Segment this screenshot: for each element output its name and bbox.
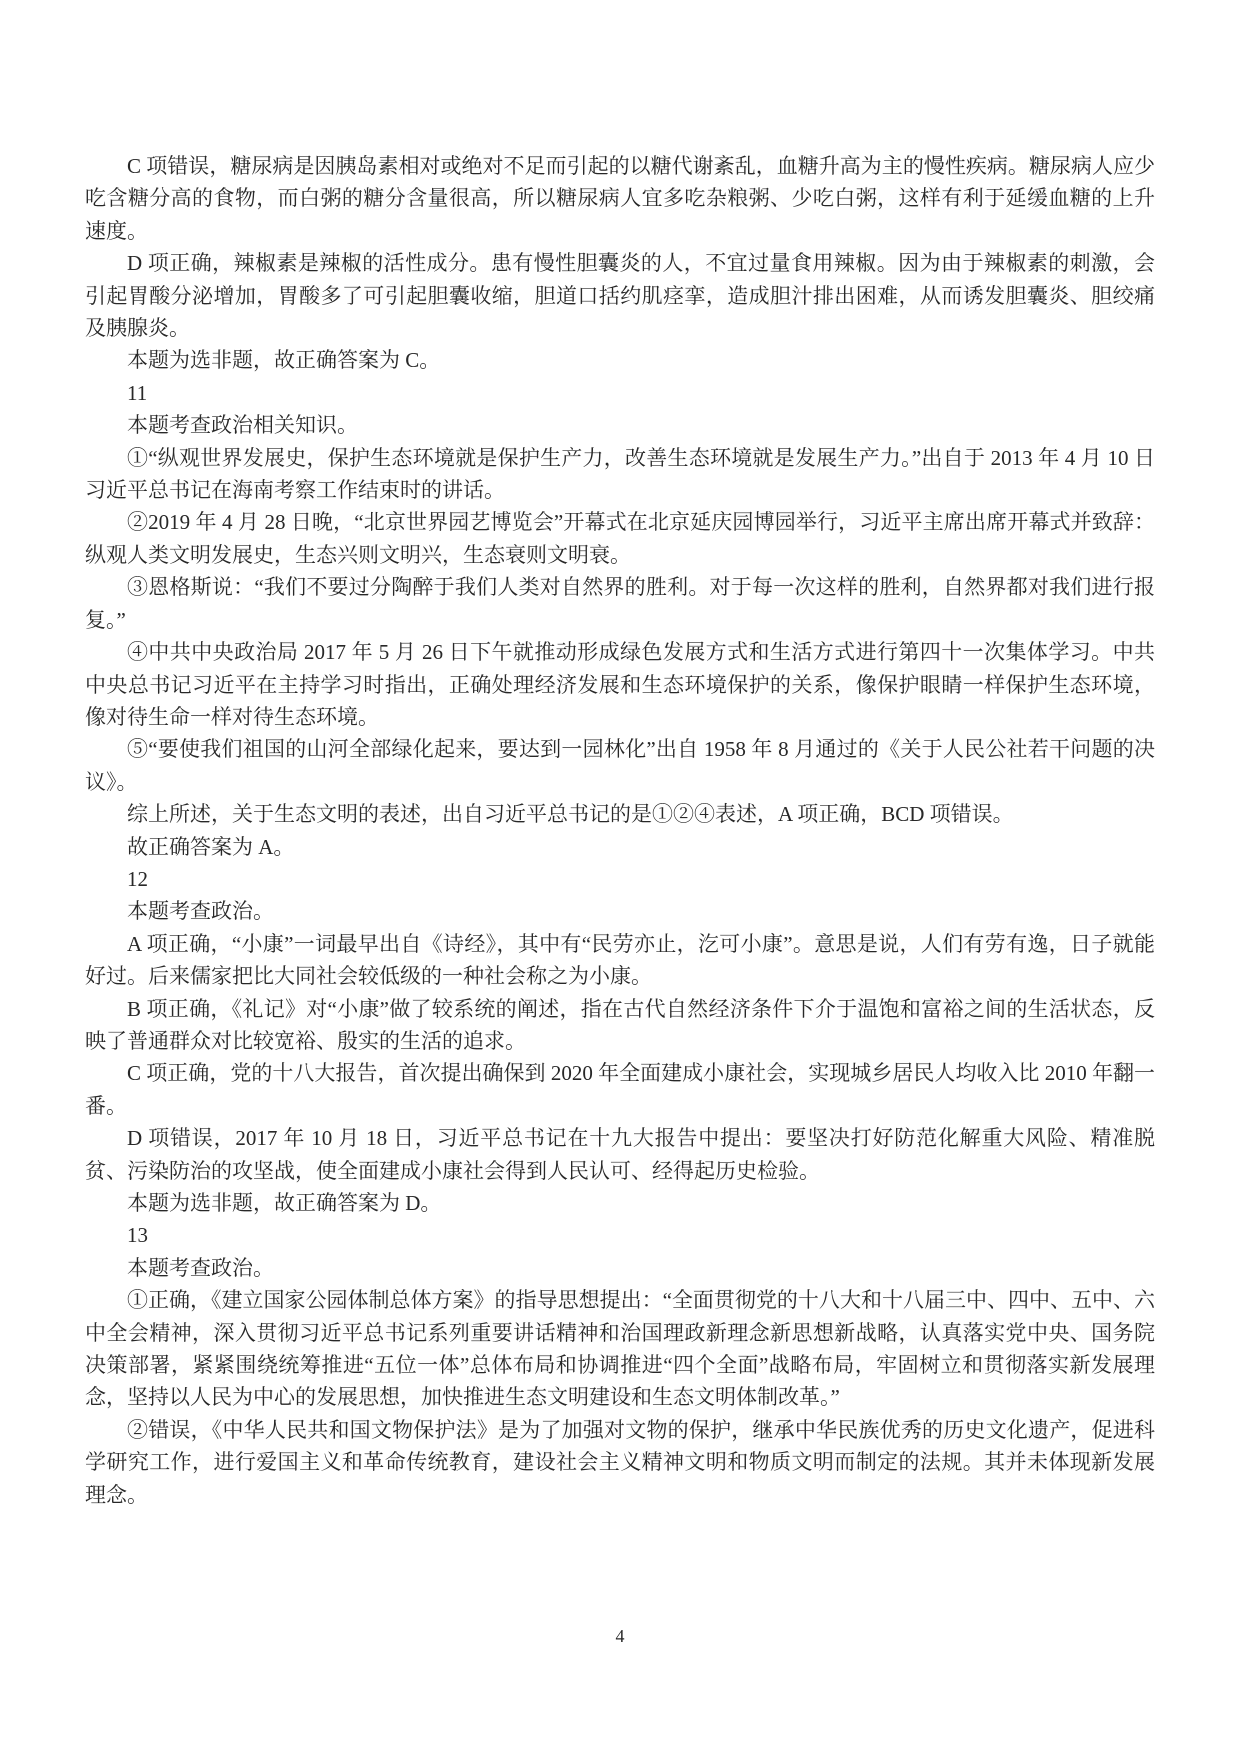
paragraph-answer-a: 故正确答案为 A。 [127,834,295,859]
question-number-12: 12 [127,866,148,891]
paragraph-q13-point-2: ②错误，《中华人民共和国文物保护法》是为了加强对文物的保护，继承中华民族优秀的历史文化遗产，促进科学研究工作，进行爱国主义和革命传统教育，建设社会主义精神文明和物质文明而制定的法规。其并未体现新发展理念。 [85,1417,1155,1507]
paragraph-q11-point-1: ①“纵观世界发展史，保护生态环境就是保护生产力，改善生态环境就是发展生产力。”出自于 2013 年 4 月 10 日习近平总书记在海南考察工作结束时的讲话。 [85,445,1155,503]
paragraph-answer-c: 本题为选非题，故正确答案为 C。 [127,348,441,373]
question-number-11: 11 [127,380,148,405]
paragraph-q11-intro: 本题考查政治相关知识。 [127,413,358,438]
page-number: 4 [615,1626,625,1646]
paragraph-q12-option-d: D 项错误，2017 年 10 月 18 日，习近平总书记在十九大报告中提出：要坚决打好防范化解重大风险、精准脱贫、污染防治的攻坚战，使全面建成小康社会得到人民认可、经得起历史检验。 [85,1126,1155,1183]
paragraph-q12-option-a: A 项正确，“小康”一词最早出自《诗经》，其中有“民劳亦止，汔可小康”。意思是说，人们有劳有逸，日子就能好过。后来儒家把比大同社会较低级的一种社会称之为小康。 [85,931,1155,989]
paragraph-q13-intro: 本题考查政治。 [127,1255,274,1280]
paragraph-q12-option-b: B 项正确，《礼记》对“小康”做了较系统的阐述，指在古代自然经济条件下介于温饱和富裕之间的生活状态，反映了普通群众对比较宽裕、殷实的生活的追求。 [85,996,1155,1053]
paragraph-answer-d: 本题为选非题，故正确答案为 D。 [127,1191,442,1215]
question-number-13: 13 [127,1223,148,1248]
paragraph-q12-option-c: C 项正确，党的十八大报告，首次提出确保到 2020 年全面建成小康社会，实现城乡居民人均收入比 2010 年翻一番。 [85,1061,1155,1118]
paragraph-option-d-analysis: D 项正确，辣椒素是辣椒的活性成分。患有慢性胆囊炎的人，不宜过量食用辣椒。因为由于辣椒素的刺激，会引起胃酸分泌增加，胃酸多了可引起胆囊收缩，胆道口括约肌痉挛，造成胆汁排出困难，从而诱发胆囊炎、胆绞痛及胰腺炎。 [85,251,1155,341]
paragraph-option-c-analysis: C 项错误，糖尿病是因胰岛素相对或绝对不足而引起的以糖代谢紊乱，血糖升高为主的慢性疾病。糖尿病人应少吃含糖分高的食物，而白粥的糖分含量很高，所以糖尿病人宜多吃杂粮粥、少吃白粥，这样有利于延缓血糖的上升速度。 [85,154,1155,243]
paragraph-q11-point-4: ④中共中央政治局 2017 年 5 月 26 日下午就推动形成绿色发展方式和生活方式进行第四十一次集体学习。中共中央总书记习近平在主持学习时指出，正确处理经济发展和生态环境保护的关系，像保护眼睛一样保护生态环境，像对待生命一样对待生态环境。 [85,640,1155,729]
paragraph-q11-point-3: ③恩格斯说：“我们不要过分陶醉于我们人类对自然界的胜利。对于每一次这样的胜利，自然界都对我们进行报复。” [85,575,1155,632]
paragraph-q11-point-2: ②2019 年 4 月 28 日晚，“北京世界园艺博览会”开幕式在北京延庆园博园举行，习近平主席出席开幕式并致辞：纵观人类文明发展史，生态兴则文明兴，生态衰则文明衰。 [85,510,1155,567]
paragraph-q12-intro: 本题考查政治。 [127,899,274,924]
document-content [85,150,1155,1511]
paragraph-q11-point-5: ⑤“要使我们祖国的山河全部绿化起来，要达到一园林化”出自 1958 年 8 月通过的《关于人民公社若干问题的决议》。 [85,737,1155,794]
paragraph-q13-point-1: ①正确，《建立国家公园体制总体方案》的指导思想提出：“全面贯彻党的十八大和十八届三中、四中、五中、六中全会精神，深入贯彻习近平总书记系列重要讲话精神和治国理政新理念新思想新战略，认真落实党中央、国务院决策部署，紧紧围绕统筹推进“五位一体”总体布局和协调推进“四个全面”战略布局，牢固树立和贯彻落实新发展理念，坚持以人民为中心的发展思想，加快推进生态文明建设和生态文明体制改革。” [85,1288,1155,1410]
paragraph-q11-summary: 综上所述，关于生态文明的表述，出自习近平总书记的是①②④表述，A 项正确，BCD 项错误。 [127,802,1014,827]
